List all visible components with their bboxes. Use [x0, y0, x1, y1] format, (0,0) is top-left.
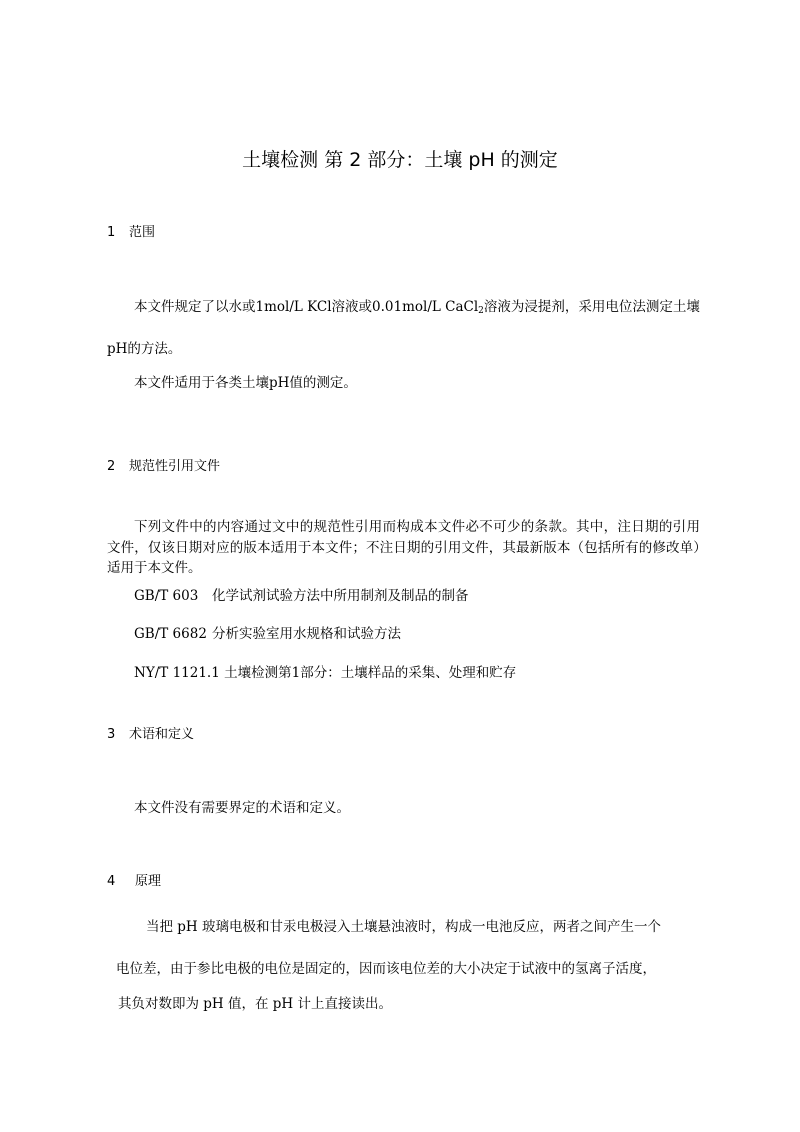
section-title: 规范性引用文件	[129, 459, 221, 474]
reference-title: 分析实验室用水规格和试验方法	[212, 626, 401, 642]
document-title: 土壤检测 第 2 部分：土壤 pH 的测定	[242, 149, 558, 171]
reference-item	[134, 664, 516, 682]
section-title: 术语和定义	[129, 727, 195, 742]
section-heading-normative	[107, 455, 220, 474]
principle-line-1: 当把 pH 玻璃电极和甘汞电极浸入土壤悬浊液时，构成一电池反应，两者之间产生一个	[146, 919, 661, 935]
section-number: 1	[107, 225, 116, 240]
text: 本文件规定了以水或1mol/L KCl溶液或0.01mol/L CaCl	[134, 299, 479, 315]
reference-item	[134, 625, 401, 643]
section-number: 4	[107, 874, 116, 889]
subscript: 2	[478, 306, 484, 316]
reference-code: GB/T 6682	[134, 626, 207, 642]
scope-paragraph-1-cont: pH的方法。	[107, 341, 182, 357]
scope-paragraph-2: 本文件适用于各类土壤pH值的测定。	[134, 375, 357, 391]
section-heading-scope	[107, 221, 155, 240]
section-number: 3	[107, 727, 116, 742]
normative-intro: 下列文件中的内容通过文中的规范性引用而构成本文件必不可少的条款。其中，注日期的引用文件，仅该日期对应的版本适用于本文件；不注日期的引用文件，其最新版本（包括所有的修改单）适用于本文件。	[107, 519, 700, 576]
reference-code: NY/T 1121.1	[134, 665, 220, 681]
reference-title: 化学试剂试验方法中所用制剂及制品的制备	[212, 588, 469, 604]
scope-paragraph-1	[134, 298, 700, 316]
section-heading-principle	[107, 870, 161, 889]
reference-title: 土壤检测第1部分：土壤样品的采集、处理和贮存	[224, 665, 517, 681]
section-title: 原理	[135, 874, 162, 889]
terms-paragraph: 本文件没有需要界定的术语和定义。	[134, 800, 350, 816]
principle-line-3: 其负对数即为 pH 值，在 pH 计上直接读出。	[118, 996, 392, 1012]
reference-code: GB/T 603	[134, 588, 199, 604]
section-heading-terms	[107, 723, 194, 742]
section-title: 范围	[129, 225, 156, 240]
text: 溶液为浸提剂，采用电位法测定土壤	[483, 299, 700, 315]
reference-item	[134, 587, 469, 605]
section-number: 2	[107, 459, 116, 474]
principle-line-2: 电位差，由于参比电极的电位是固定的，因而该电位差的大小决定于试液中的氢离子活度，	[116, 961, 656, 977]
